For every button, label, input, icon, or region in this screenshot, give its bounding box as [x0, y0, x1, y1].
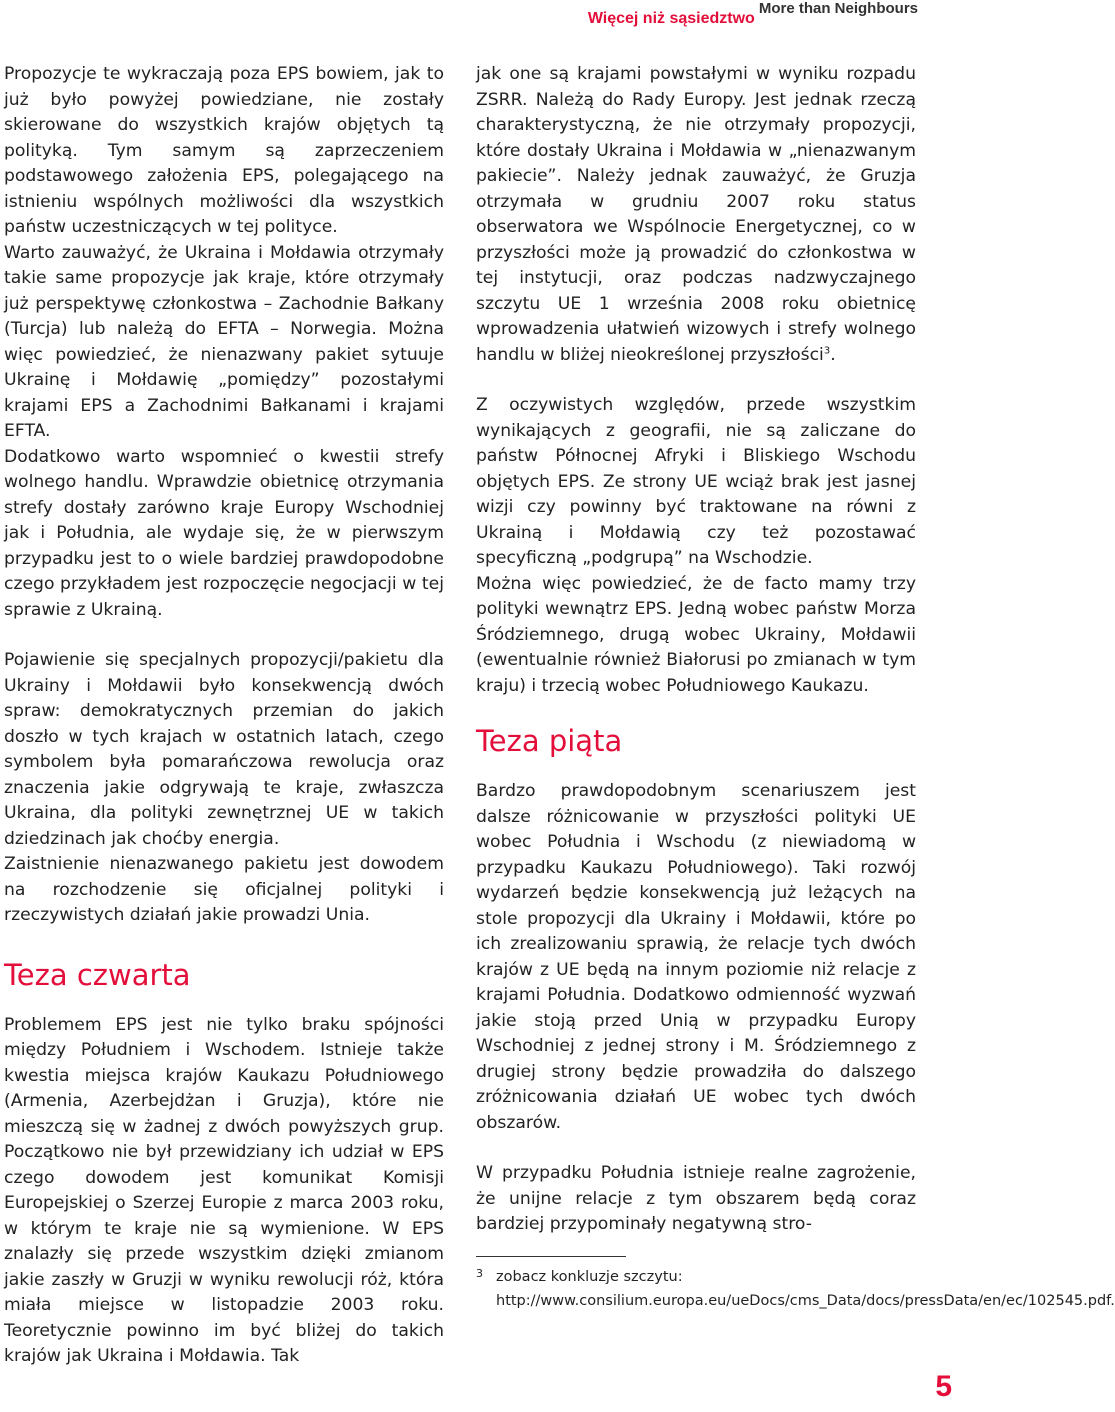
left-paragraph-4: Pojawienie się specjalnych propozycji/pakietu dla Ukrainy i Mołdawii było konsekwencją dwóch spraw: demokratycznych przemian do jakich doszło w tych krajach w ostatnich latach, czego symbolem była pomarańczowa rewolucja oraz znaczenia jakie odgrywają te kraje, zwłaszcza Ukraina, dla polityki zewnętrznej UE w takich dziedzinach jak choćby energia.: [4, 650, 444, 849]
footnote: [476, 1265, 1115, 1313]
right-paragraph-3: Można więc powiedzieć, że de facto mamy trzy polityki wewnątrz EPS. Jedną wobec państw Morza Śródziemnego, drugą wobec Ukrainy, Mołdawii (ewentualnie również Białorusi po zmianach w tym kraju) i trzecią wobec Południowego Kaukazu.: [476, 573, 916, 696]
right-column: [476, 62, 1115, 1313]
right-paragraph-1-end: .: [830, 344, 836, 365]
footnote-reference: 3: [823, 344, 831, 356]
header-title-polish: Więcej niż sąsiedztwo: [587, 10, 755, 27]
right-paragraph-4: Bardzo prawdopodobnym scenariuszem jest dalsze różnicowanie w przyszłości polityki UE wobec Południa i Wschodu (z niewiadomą w przypadku Kaukazu Południowego). Taki rozwój wydarzeń będzie konsekwencją już leżących na stole propozycji dla Ukrainy i Mołdawii, które po ich zrealizowaniu sprawią, że relacje tych dwóch krajów z UE będą na innym poziomie niż relacje z krajami Południa. Dodatkowo odmienność wyzwań jakie stoją przed Unią w przypadku Europy Wschodniej z jednej strony i M. Śródziemnego z drugiej strony będzie prowadziła do dalszego zróżnicowania działań UE wobec tych dwóch obszarów.: [476, 781, 916, 1133]
left-paragraph-3: Dodatkowo warto wspomnieć o kwestii strefy wolnego handlu. Wprawdzie obietnicę otrzymania strefy dostały zarówno kraje Europy Wschodniej jak i Południa, ale wydaje się, że w pierwszym przypadku jest to o wiele bardziej prawdopodobne czego przykładem jest rozpoczęcie negocjacji w tej sprawie z Ukrainą.: [4, 446, 444, 620]
running-header: [588, 0, 918, 30]
page-number: 5: [935, 1370, 952, 1403]
right-paragraph-1: [476, 62, 916, 368]
right-paragraph-1-text: jak one są krajami powstałymi w wyniku rozpadu ZSRR. Należą do Rady Europy. Jest jednak rzeczą charakterystyczną, że nie otrzymały propozycji, które dostały Ukraina i Mołdawia w „nienazwanym pakiecie”. Należy jednak zauważyć, że Gruzja otrzymała w grudniu 2007 roku status obserwatora we Wspólnocie Energetycznej, co w przyszłości może ją prowadzić do członkostwa w tej instytucji, oraz podczas nadzwyczajnego szczytu UE 1 września 2008 roku obietnicę wprowadzenia ułatwień wizowych i strefy wolnego handlu w bliżej nieokreślonej przyszłości: [476, 64, 916, 365]
header-title-english: More than Neighbours: [758, 0, 918, 17]
footnote-text: zobacz konkluzje szczytu: http://www.consilium.europa.eu/ueDocs/cms_Data/docs/pressData/en/ec/102545.pdf.: [496, 1268, 1115, 1309]
left-paragraph-2: Warto zauważyć, że Ukraina i Mołdawia otrzymały takie same propozycje jak kraje, które otrzymały już perspektywę członkostwa – Zachodnie Bałkany (Turcja) lub należą do EFTA – Norwegia. Można więc powiedzieć, że nienazwany pakiet sytuuje Ukrainę i Mołdawię „pomiędzy” pozostałymi krajami EPS a Zachodnimi Bałkanami i krajami EFTA.: [4, 242, 444, 441]
left-column: [4, 62, 444, 1370]
right-paragraph-5: W przypadku Południa istnieje realne zagrożenie, że unijne relacje z tym obszarem będą coraz bardziej przypominały negatywną stro-: [476, 1163, 916, 1234]
left-paragraph-5: Zaistnienie nienazwanego pakietu jest dowodem na rozchodzenie się oficjalnej polityki i rzeczywistych działań jakie prowadzi Unia.: [4, 854, 444, 925]
right-paragraph-2: Z oczywistych względów, przede wszystkim wynikających z geografii, nie są zaliczane do państw Północnej Afryki i Bliskiego Wschodu objętych EPS. Ze strony UE wciąż brak jest jasnej wizji czy powinny być traktowane na równi z Ukrainą i Mołdawią czy też pozostawać specyficzną „podgrupą” na Wschodzie.: [476, 395, 916, 568]
section-heading-teza-czwarta: Teza czwarta: [4, 957, 191, 992]
footnote-number: 3: [476, 1266, 483, 1280]
footnote-divider: [476, 1256, 626, 1257]
left-paragraph-1: Propozycje te wykraczają poza EPS bowiem, jak to już było powyżej powiedziane, nie zostały skierowane do wszystkich krajów objętych tą polityką. Tym samym są zaprzeczeniem podstawowego założenia EPS, polegającego na istnieniu wspólnych możliwości dla wszystkich państw uczestniczących w tej polityce.: [4, 64, 444, 237]
left-paragraph-6: Problemem EPS jest nie tylko braku spójności między Południem i Wschodem. Istnieje także kwestia miejsca krajów Kaukazu Południowego (Armenia, Azerbejdżan i Gruzja), które nie mieszczą się w żadnej z dwóch powyższych grup. Początkowo nie był przewidziany ich udział w EPS czego dowodem jest komunikat Komisji Europejskiej o Szerzej Europie z marca 2003 roku, w którym te kraje nie są wymienione. W EPS znalazły się przede wszystkim dzięki zmianom jakie zaszły w Gruzji w wyniku rewolucji róż, która miała miejsce w listopadzie 2003 roku. Teoretycznie powinno im być bliżej do takich krajów jak Ukraina i Mołdawia. Tak: [4, 1014, 444, 1366]
section-heading-teza-piata: Teza piąta: [476, 724, 623, 758]
